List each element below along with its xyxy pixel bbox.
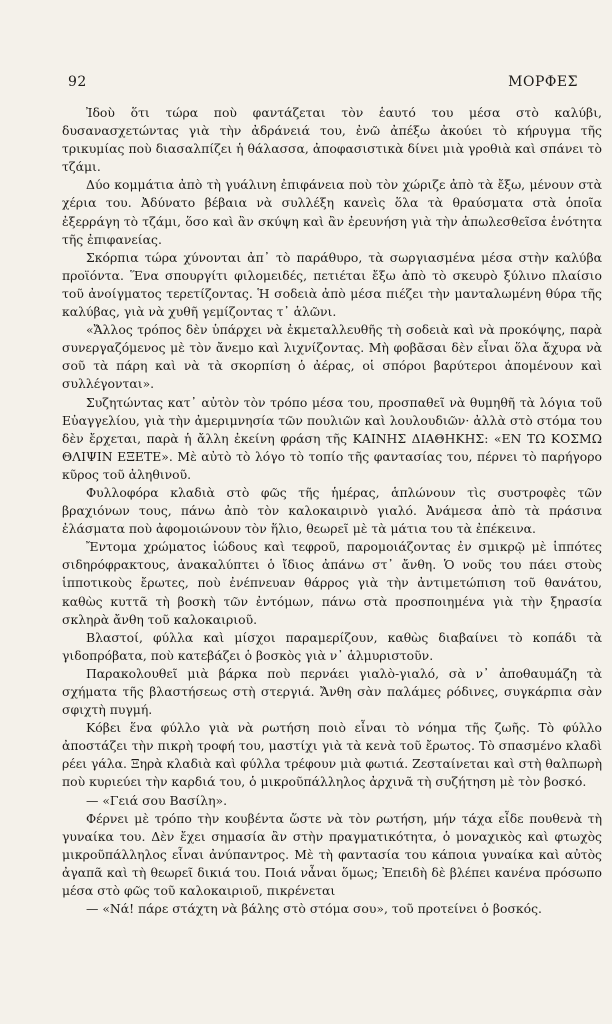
paragraph: «Ἄλλος τρόπος δὲν ὑπάρχει νὰ ἐκμεταλλευθῆς τὴ σοδειὰ καὶ νὰ προκόψης, παρὰ συνεργαζόμενος μὲ τὸν ἄνεμο καὶ λιχνίζοντας. Μὴ φοβᾶσαι δὲν εἶναι ὅλα ἄχυρα νὰ σοῦ τὰ πάρη καὶ νὰ τὰ σκορπίση ὁ ἀέρας, οἱ σπόροι βαρύτεροι ἀπομένουν καὶ συλλέγονται».	[62, 322, 602, 392]
running-header	[68, 74, 578, 90]
dialogue-line: — «Νά! πάρε στάχτη νὰ βάλης στὸ στόμα σου», τοῦ προτείνει ὁ βοσκός.	[86, 901, 542, 917]
paragraph: Δύο κομμάτια ἀπὸ τὴ γυάλινη ἐπιφάνεια ποὺ τὸν χώριζε ἀπὸ τὰ ἔξω, μένουν στὰ χέρια του. Ἀδύνατο βέβαια νὰ συλλέξη κανεὶς ὅλα τὰ θραύσματα στὰ ὁποῖα ἐξερράγη τὸ τζάμι, ὅσο καὶ ἂν σκύψη καὶ ἂν ἐρευνήση γιὰ τὴν ἀπωλεσθεῖσα ἑνότητα τῆς ἐπιφανείας.	[62, 177, 602, 247]
paragraph: Παρακολουθεῖ μιὰ βάρκα ποὺ περνάει γιαλὸ-γιαλό, σὰ ν᾽ ἀποθαυμάζη τὰ σχήματα τῆς βλαστήσεως στὴ στεργιά. Ἄνθη σὰν παλάμες ρόδινες, συγκάρπια σὰν σφιχτὴ πυγμή.	[62, 665, 602, 718]
paragraph: Ἔντομα χρώματος ἰώδους καὶ τεφροῦ, παρομοιάζοντας ἐν σμικρῷ μὲ ἱππότες σιδηρόφρακτους, ἀνακαλύπτει ὁ ἴδιος ἀπάνω στ᾽ ἄνθη. Ὁ νοῦς του πάει στοὺς ἱπποτικοὺς ἔρωτες, ποὺ ἐνέπνευαν θάρρος γιὰ τὴν ἀντιμετώπιση τοῦ θανάτου, καθὼς κυττᾶ τὴ βοσκὴ τῶν ἐντόμων, πάνω στὰ προσποιημένα γιὰ τὴν ξηρασία σκληρὰ ἄνθη τοῦ καλοκαιριοῦ.	[62, 539, 602, 627]
text-body	[62, 104, 602, 918]
paragraph: Σκόρπια τώρα χύνονται ἀπ᾽ τὸ παράθυρο, τὰ σωργιασμένα μέσα στὴν καλύβα προϊόντα. Ἕνα σπουργίτι φιλομειδές, πετιέται ἔξω ἀπὸ τὸ σκευρὸ ξύλινο πλαίσιο τοῦ ἀνοίγματος τερετίζοντας. Ἡ σοδειὰ ἀπὸ μέσα πιέζει τὴν μανταλωμένη θύρα τῆς καλύβας, γιὰ νὰ χυθῆ γεμίζοντας τ᾽ ἁλῶνι.	[62, 249, 602, 320]
paragraph: Συζητώντας κατ᾽ αὐτὸν τὸν τρόπο μέσα του, προσπαθεῖ νὰ θυμηθῆ τὰ λόγια τοῦ Εὐαγγελίου, γιὰ τὴν ἀμεριμνησία τῶν πουλιῶν καὶ λουλουδιῶν· ἀλλὰ στὸ στόμα του δὲν ἔρχεται, παρὰ ἡ ἄλλη ἐκείνη φράση τῆς ΚΑΙΝΗΣ ΔΙΑΘΗΚΗΣ: «ΕΝ ΤΩ ΚΟΣΜΩ ΘΛΙΨΙΝ ΕΞΕΤΕ». Μὲ αὐτὸ τὸ λόγο τὸ τοπίο τῆς φαντασίας του, πέρνει τὸ παρήγορο κῦρος τοῦ ἀληθινοῦ.	[62, 394, 602, 482]
paragraph: Ἰδοὺ ὅτι τώρα ποὺ φαντάζεται τὸν ἑαυτό του μέσα στὸ καλύβι, δυσανασχετώντας γιὰ τὴν ἀδράνειά του, ἐνῶ ἀπέξω ἀκούει τὸ κήρυγμα τῆς τρικυμίας ποὺ διασαλπίζει ἡ θάλασσα, ἀποφασιστικὰ δίνει μιὰ γροθιὰ καὶ σπάνει τὸ τζάμι.	[62, 105, 602, 175]
paragraph: Φυλλοφόρα κλαδιὰ στὸ φῶς τῆς ἡμέρας, ἁπλώνουν τὶς συστροφὲς τῶν βραχιόνων τους, πάνω ἀπὸ τὸν καλοκαιρινὸ γιαλό. Ἀνάμεσα ἀπὸ τὰ πράσινα ἐλάσματα ποὺ ἀφομοιώνουν τὸν ἥλιο, θεωρεῖ μὲ τὰ μάτια του τὰ ἐπέκεινα.	[62, 484, 602, 537]
running-title: ΜΟΡΦΕΣ	[508, 74, 578, 90]
paragraph: Κόβει ἕνα φύλλο γιὰ νὰ ρωτήση ποιὸ εἶναι τὸ νόημα τῆς ζωῆς. Τὸ φύλλο ἀποστάζει τὴν πικρὴ τροφή του, μαστίχι γιὰ τὰ κενὰ τοῦ ἔρωτος. Τὸ σπασμένο κλαδὶ ρέει γάλα. Ξηρὰ κλαδιὰ καὶ φύλλα τρέφουν μιὰ φωτιά. Ζεσταίνεται καὶ στὴ θαλπωρὴ ποὺ κυριεύει τὴν καρδιά του, ὁ μικροῦπάλληλος ἀρχινᾶ τὴ συζήτηση μὲ τὸν βοσκό.	[62, 720, 602, 790]
dialogue-line: — «Γειά σου Βασίλη».	[86, 792, 228, 808]
page-number: 92	[68, 74, 87, 90]
paragraph: Βλαστοί, φύλλα καὶ μίσχοι παραμερίζουν, καθὼς διαβαίνει τὸ κοπάδι τὰ γιδοπρόβατα, ποὺ κατεβάζει ὁ βοσκὸς γιὰ ν᾽ ἁλμυριστοῦν.	[62, 629, 602, 663]
paragraph: Φέρνει μὲ τρόπο τὴν κουβέντα ὥστε νὰ τὸν ρωτήση, μήν τάχα εἶδε πουθενὰ τὴ γυναίκα του. Δὲν ἔχει σημασία ἂν στὴν πραγματικότητα, ὁ μοναχικὸς καὶ φτωχὸς μικροῦπάλληλος εἶναι ἀνύπαντρος. Μὲ τὴ φαντασία του κάποια γυναίκα καὶ αὐτὸς ἀγαπᾶ καὶ τὴ θεωρεῖ δικιά του. Ποιά νἆναι ὅμως; Ἐπειδὴ δὲ βλέπει κανένα πρόσωπο μέσα στὸ φῶς τοῦ καλοκαιριοῦ, πικρένεται	[62, 810, 602, 899]
